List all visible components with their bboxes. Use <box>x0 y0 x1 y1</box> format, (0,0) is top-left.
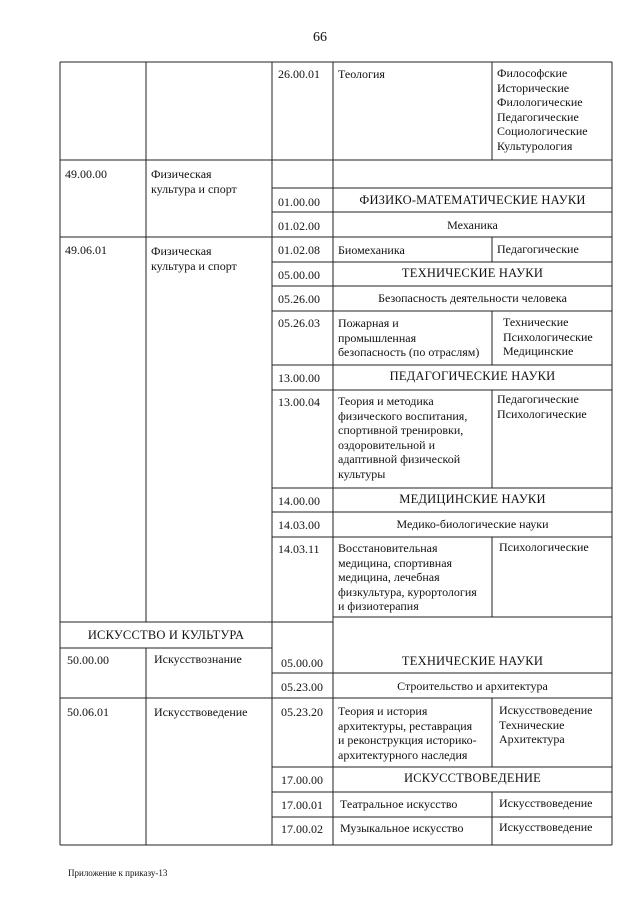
direction-title: Искусствознание <box>154 652 242 666</box>
code-14-00-00: 14.00.00 <box>278 494 320 508</box>
code-13-00-00: 13.00.00 <box>278 371 320 385</box>
branch-item: Психологические <box>497 406 587 421</box>
name-line: физического воспитания, <box>338 408 468 423</box>
branch-item: Искусствоведение <box>499 796 593 810</box>
group-subheader: Медико-биологические науки <box>396 517 549 531</box>
group-header: ТЕХНИЧЕСКИЕ НАУКИ <box>401 266 544 280</box>
code-01-00-00: 01.00.00 <box>278 195 320 209</box>
branch-item: Педагогические <box>497 392 579 406</box>
name-line: архитектуры, реставрация <box>338 718 473 733</box>
specialty-architecture-theory <box>338 704 477 762</box>
footer-note: Приложение к приказу-13 <box>68 868 168 878</box>
specialty-theatre: Театральное искусство <box>340 797 458 811</box>
code-01-02-08: 01.02.08 <box>278 243 320 257</box>
title-line: Физическая <box>151 167 212 181</box>
code-49-06-01: 49.06.01 <box>65 243 107 257</box>
group-header: ПЕДАГОГИЧЕСКИЕ НАУКИ <box>389 369 556 383</box>
group-subheader: Строительство и архитектура <box>397 679 548 693</box>
code-14-03-00: 14.03.00 <box>278 518 320 532</box>
name-line: и реконструкция историко- <box>338 733 477 747</box>
specialty-theology: Теология <box>338 67 385 81</box>
title-line: культура и спорт <box>151 181 237 196</box>
branch-item: Педагогические <box>497 242 579 256</box>
name-line: Восстановительная <box>338 541 438 555</box>
code-05-00-00: 05.00.00 <box>281 656 323 670</box>
name-line: медицина, спортивная <box>338 555 453 570</box>
code-05-00-00: 05.00.00 <box>278 268 320 282</box>
name-line: культуры <box>338 466 386 481</box>
group-header: ТЕХНИЧЕСКИЕ НАУКИ <box>401 654 544 668</box>
code-05-26-03: 05.26.03 <box>278 316 320 330</box>
branch-item: Педагогические <box>497 109 579 124</box>
code-13-00-04: 13.00.04 <box>278 395 320 409</box>
name-line: и физиотерапия <box>338 599 419 613</box>
branch-item: Исторические <box>497 80 570 95</box>
branch-item: Философские <box>497 66 568 80</box>
branches-theology <box>497 66 588 153</box>
code-50-00-00: 50.00.00 <box>67 653 109 667</box>
code-50-06-01: 50.06.01 <box>67 705 109 719</box>
code-05-26-00: 05.26.00 <box>278 292 320 306</box>
name-line: спортивной тренировки, <box>338 423 464 437</box>
name-line: безопасность (по отраслям) <box>338 345 480 359</box>
name-line: оздоровительной и <box>338 437 436 452</box>
specialty-restorative-medicine <box>338 541 477 614</box>
name-line: Теория и методика <box>338 394 434 408</box>
branches-physical-education <box>497 392 587 421</box>
specialty-physical-education <box>338 394 467 481</box>
group-header: ФИЗИКО-МАТЕМАТИЧЕСКИЕ НАУКИ <box>359 193 586 207</box>
specialty-music: Музыкальное искусство <box>340 821 464 835</box>
branch-item: Филологические <box>497 95 583 109</box>
name-line: промышленная <box>338 330 417 345</box>
code-17-00-00: 17.00.00 <box>281 773 323 787</box>
branches-architecture-theory <box>499 703 593 747</box>
branch-item: Технические <box>503 315 569 329</box>
page-number: 66 <box>313 30 327 45</box>
branch-item: Технические <box>499 717 565 732</box>
code-17-00-01: 17.00.01 <box>281 798 323 812</box>
branch-item: Социологические <box>497 124 588 138</box>
branch-item: Культурология <box>497 138 573 153</box>
branches-fire-safety <box>503 315 593 359</box>
group-header: ИСКУССТВОВЕДЕНИЕ <box>403 771 541 785</box>
code-05-23-20: 05.23.20 <box>281 705 323 719</box>
group-subheader: Механика <box>447 218 498 232</box>
branch-item: Архитектура <box>499 732 565 746</box>
name-line: Теория и история <box>338 704 428 718</box>
direction-title <box>151 167 237 196</box>
code-17-00-02: 17.00.02 <box>281 822 323 836</box>
branch-item: Психологические <box>499 540 589 554</box>
name-line: медицина, лечебная <box>338 570 440 584</box>
group-header: МЕДИЦИНСКИЕ НАУКИ <box>399 492 546 506</box>
branch-item: Искусствоведение <box>499 820 593 834</box>
title-line: Физическая <box>151 244 212 258</box>
code-05-23-00: 05.23.00 <box>281 680 323 694</box>
branch-item: Искусствоведение <box>499 703 593 717</box>
direction-title <box>151 244 237 273</box>
branch-item: Медицинские <box>503 344 574 358</box>
specialty-fire-safety <box>338 316 479 360</box>
title-line: культура и спорт <box>151 258 237 273</box>
code-01-02-00: 01.02.00 <box>278 219 320 233</box>
branch-item: Психологические <box>503 329 593 344</box>
code-14-03-11: 14.03.11 <box>278 542 320 556</box>
code-26-00-01: 26.00.01 <box>278 67 320 81</box>
direction-title: Искусствоведение <box>154 705 248 719</box>
name-line: адаптивной физической <box>338 452 461 466</box>
specialty-biomechanics: Биомеханика <box>338 243 405 257</box>
section-header: ИСКУССТВО И КУЛЬТУРА <box>87 628 245 642</box>
name-line: физкультура, курортология <box>338 584 477 599</box>
name-line: архитектурного наследия <box>338 747 468 762</box>
group-subheader: Безопасность деятельности человека <box>378 291 567 305</box>
code-49-00-00: 49.00.00 <box>65 167 107 181</box>
name-line: Пожарная и <box>338 316 399 330</box>
